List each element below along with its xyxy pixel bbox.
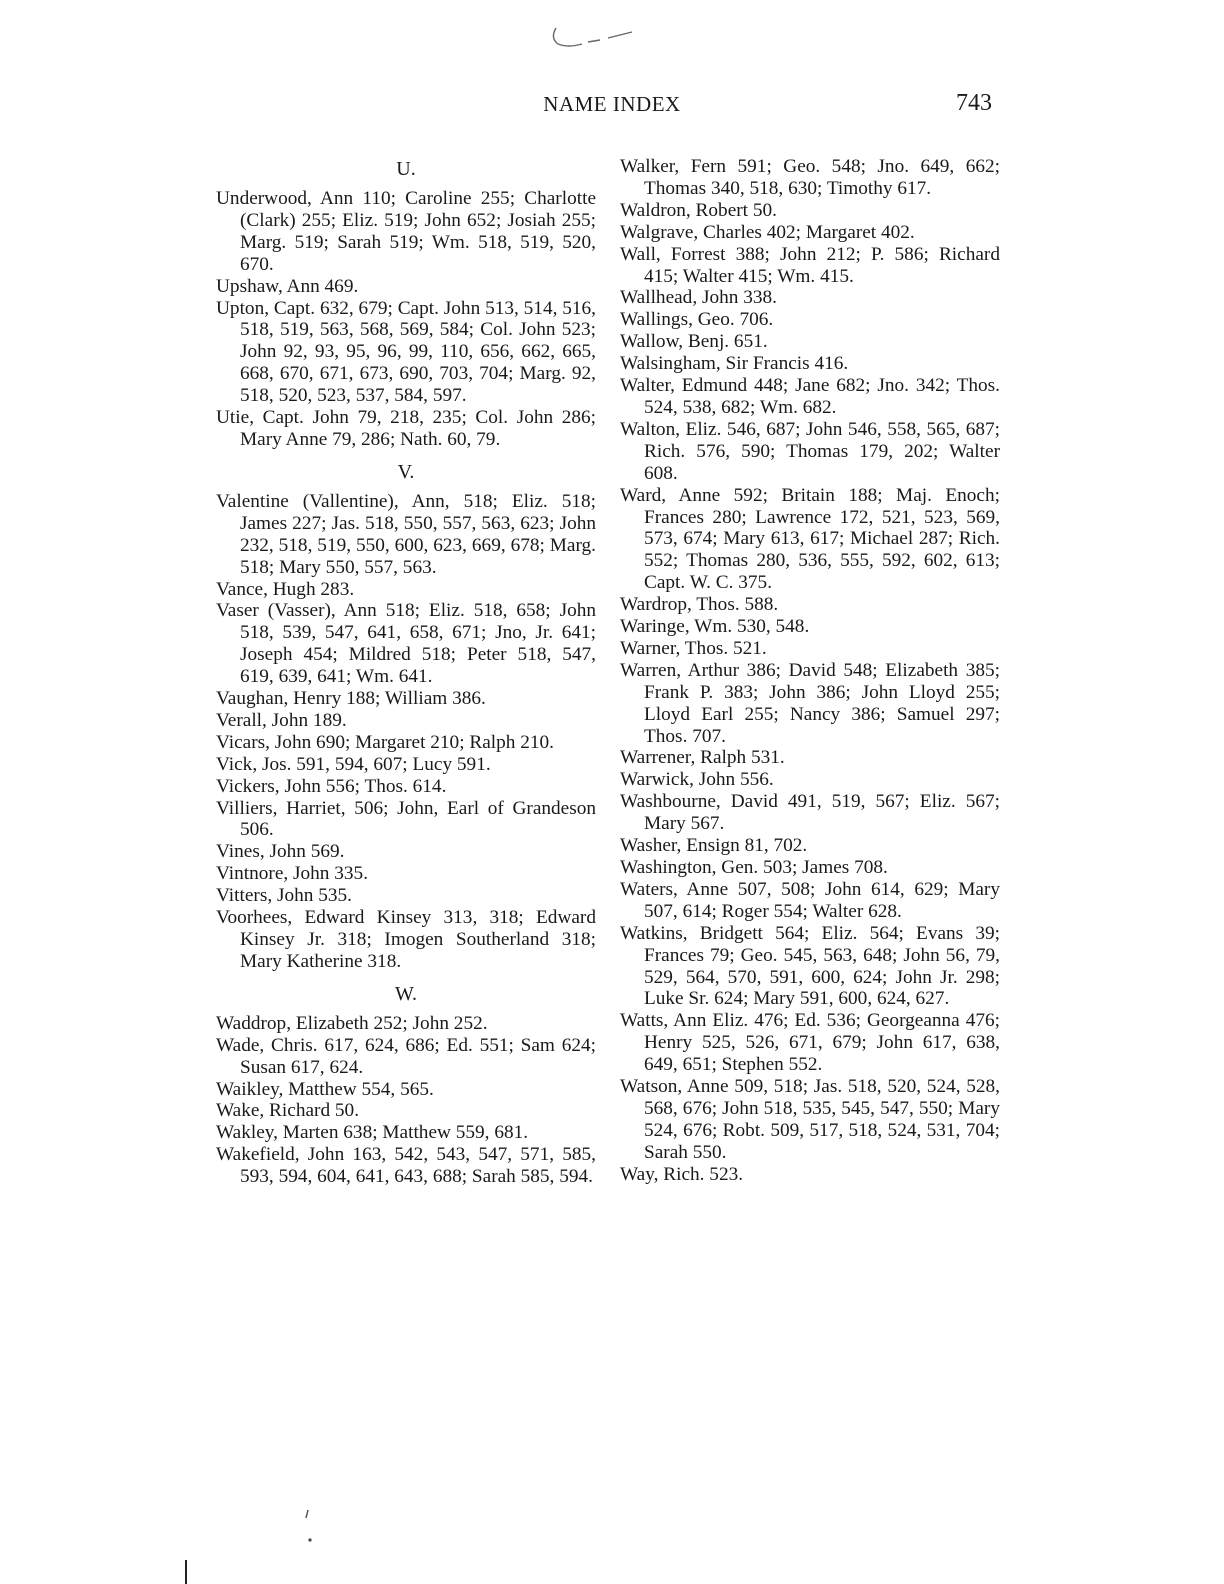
index-entry: Vicars, John 690; Margaret 210; Ralph 210. — [216, 731, 554, 753]
index-entry: Waddrop, Elizabeth 252; John 252. — [216, 1012, 488, 1034]
index-entry: Utie, Capt. John 79, 218, 235; Col. John 286; Mary Anne 79, 286; Nath. 60, 79. — [216, 407, 596, 450]
index-entry: Walter, Edmund 448; Jane 682; Jno. 342; Thos. 524, 538, 682; Wm. 682. — [620, 375, 1000, 418]
index-entry: Walgrave, Charles 402; Margaret 402. — [620, 221, 915, 243]
scan-speck-top — [548, 22, 638, 52]
section-letter-u: U. — [396, 158, 416, 180]
index-entry: Wade, Chris. 617, 624, 686; Ed. 551; Sam 624; Susan 617, 624. — [216, 1034, 596, 1078]
index-entry: Waldron, Robert 50. — [620, 199, 777, 221]
index-entry: Warner, Thos. 521. — [620, 637, 767, 659]
index-entry: Vaughan, Henry 188; William 386. — [216, 688, 486, 710]
page-header — [0, 92, 1224, 124]
index-entry: Vitters, John 535. — [216, 885, 352, 907]
index-entry: Washer, Ensign 81, 702. — [620, 835, 808, 857]
index-entry: Waikley, Matthew 554, 565. — [216, 1078, 434, 1100]
index-entry: Watson, Anne 509, 518; Jas. 518, 520, 524, 528, 568, 676; John 518, 535, 545, 547, 550; Mary 524, 676; Robt. 509, 517, 518, 524, 531, 704; Sarah 550. — [620, 1076, 1000, 1163]
index-entry: Wallhead, John 338. — [620, 287, 777, 309]
index-entry: Valentine (Vallentine), Ann, 518; Eliz. 518; James 227; Jas. 518, 550, 557, 563, 623; John 232, 518, 519, 550, 600, 623, 669, 678; Marg. 518; Mary 550, 557, 563. — [216, 490, 596, 578]
index-entry: Wallings, Geo. 706. — [620, 309, 774, 331]
section-letter-v: V. — [397, 460, 415, 483]
index-entry: Voorhees, Edward Kinsey 313, 318; Edward Kinsey Jr. 318; Imogen Southerland 318; Mary Katherine 318. — [216, 907, 596, 972]
index-entry: Warren, Arthur 386; David 548; Elizabeth 385; Frank P. 383; John 386; John Lloyd 255; Lloyd Earl 255; Nancy 386; Samuel 297; Thos. 707. — [620, 659, 1000, 747]
index-entry: Wake, Richard 50. — [216, 1100, 360, 1122]
index-entry: Vick, Jos. 591, 594, 607; Lucy 591. — [216, 753, 491, 775]
index-entry: Verall, John 189. — [216, 709, 347, 731]
page-number: 743 — [956, 90, 992, 116]
index-entry: Wakley, Marten 638; Matthew 559, 681. — [216, 1122, 529, 1144]
index-entry: Wakefield, John 163, 542, 543, 547, 571, 585, 593, 594, 604, 641, 643, 688; Sarah 585, 594. — [216, 1144, 596, 1188]
index-entry: Vaser (Vasser), Ann 518; Eliz. 518, 658; John 518, 539, 547, 641, 658, 671; Jno, Jr. 641; Joseph 454; Mildred 518; Peter 518, 547, 619, 639, 641; Wm. 641. — [216, 600, 596, 688]
index-entry: Waters, Anne 507, 508; John 614, 629; Mary 507, 614; Roger 554; Walter 628. — [620, 878, 1000, 922]
index-entry: Upshaw, Ann 469. — [216, 275, 359, 297]
index-entry: Vance, Hugh 283. — [216, 578, 355, 600]
index-entry: Vickers, John 556; Thos. 614. — [216, 775, 447, 797]
index-entry: Upton, Capt. 632, 679; Capt. John 513, 514, 516, 518, 519, 563, 568, 569, 584; Col. John 523; John 92, 93, 95, 96, 99, 110, 656, 662, 665, 668, 670, 671, 673, 690, 703, 704; Marg. 92, 518, 520, 523, 537, 584, 597. — [216, 297, 596, 407]
index-entry: Underwood, Ann 110; Caroline 255; Charlotte (Clark) 255; Eliz. 519; John 652; Josiah 255; Marg. 519; Sarah 519; Wm. 518, 519, 520, 670. — [216, 188, 596, 275]
scan-speck-bottom — [180, 1510, 340, 1584]
index-entry: Walker, Fern 591; Geo. 548; Jno. 649, 662; Thomas 340, 518, 630; Timothy 617. — [620, 156, 1000, 199]
index-entry: Wallow, Benj. 651. — [620, 331, 768, 353]
index-entry: Washbourne, David 491, 519, 567; Eliz. 567; Mary 567. — [620, 791, 1000, 835]
index-entry: Walton, Eliz. 546, 687; John 546, 558, 565, 687; Rich. 576, 590; Thomas 179, 202; Walter 608. — [620, 418, 1000, 484]
index-entry: Washington, Gen. 503; James 708. — [620, 857, 888, 878]
index-entry: Watkins, Bridgett 564; Eliz. 564; Evans 39; Frances 79; Geo. 545, 563, 648; John 56, 79, 529, 564, 570, 591, 600, 624; John Jr. 298; Luke Sr. 624; Mary 591, 600, 624, 627. — [620, 922, 1000, 1010]
index-entry: Wardrop, Thos. 588. — [620, 594, 779, 616]
left-column — [216, 156, 596, 1188]
index-entry: Vintnore, John 335. — [216, 863, 369, 885]
index-entry: Vines, John 569. — [216, 841, 345, 863]
index-entry: Watts, Ann Eliz. 476; Ed. 536; Georgeanna 476; Henry 525, 526, 671, 679; John 617, 638, 649, 651; Stephen 552. — [620, 1010, 1000, 1076]
index-entry: Ward, Anne 592; Britain 188; Maj. Enoch; Frances 280; Lawrence 172, 521, 523, 569, 573, 674; Mary 613, 617; Michael 287; Rich. 552; Thomas 280, 536, 555, 592, 602, 613; Capt. W. C. 375. — [620, 484, 1000, 594]
index-entry: Villiers, Harriet, 506; John, Earl of Grandeson 506. — [216, 797, 596, 841]
index-entry: Wall, Forrest 388; John 212; P. 586; Richard 415; Walter 415; Wm. 415. — [620, 243, 1000, 287]
right-column — [620, 156, 1000, 1186]
index-entry: Walsingham, Sir Francis 416. — [620, 353, 849, 375]
index-entry: Warrener, Ralph 531. — [620, 747, 785, 769]
index-entry: Warwick, John 556. — [620, 769, 774, 791]
index-entry: Way, Rich. 523. — [620, 1163, 744, 1185]
page-title: NAME INDEX — [543, 92, 681, 116]
index-entry: Waringe, Wm. 530, 548. — [620, 616, 810, 638]
section-letter-w: W. — [394, 982, 418, 1005]
